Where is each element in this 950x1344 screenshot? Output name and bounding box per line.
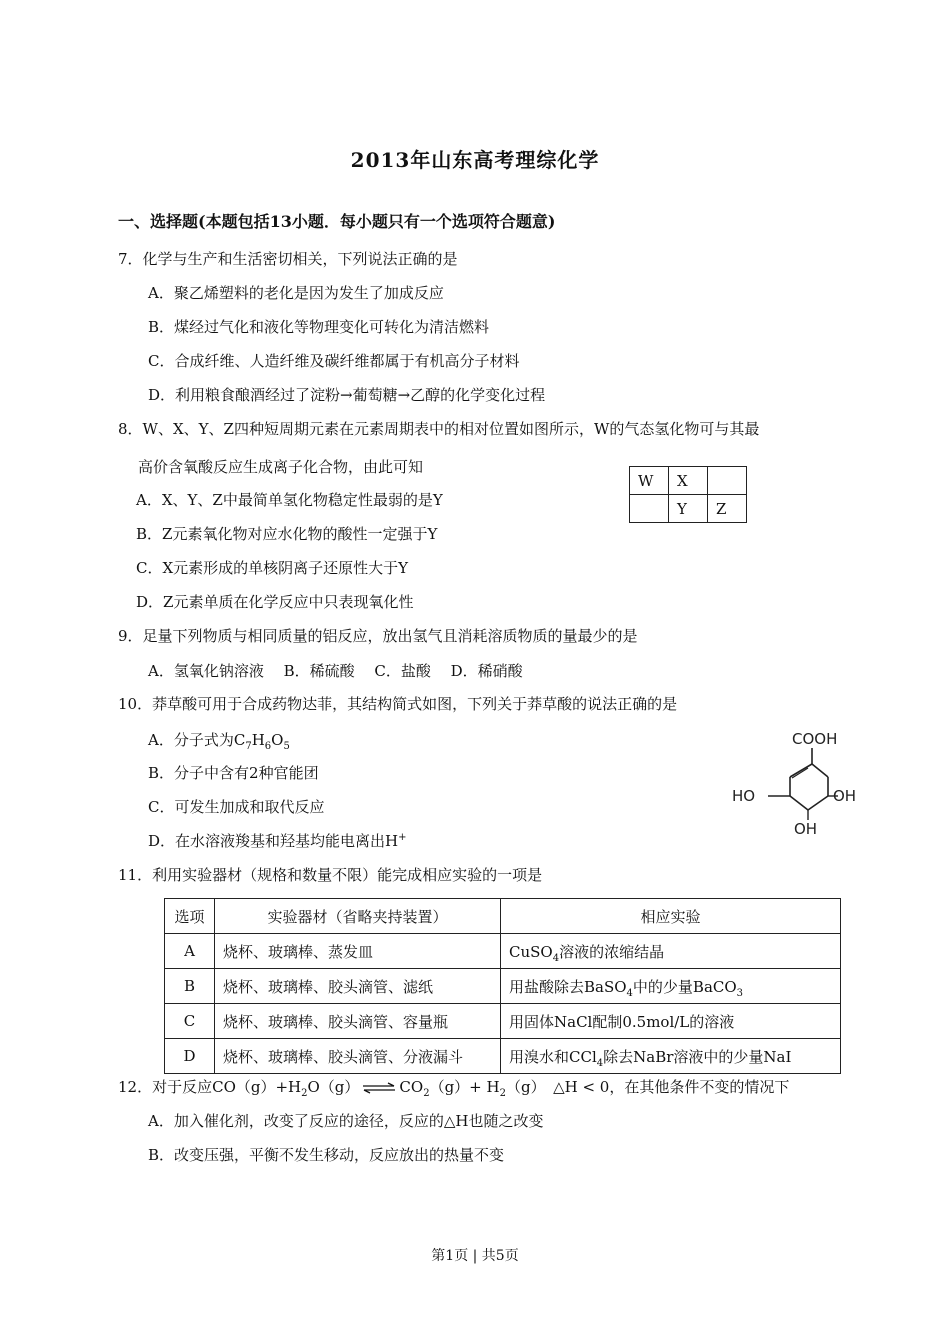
cell-empty (708, 467, 747, 495)
oh-bottom-label: OH (794, 820, 818, 838)
row-option: B (165, 969, 215, 1004)
q10-stem: 10．莽草酸可用于合成药物达菲，其结构简式如图，下列关于莽草酸的说法正确的是 (118, 695, 678, 713)
table-row (165, 1004, 841, 1039)
q8-stem-line2: 高价含氧酸反应生成离子化合物，由此可知 (138, 458, 424, 476)
row-experiment: CuSO$_4$溶液的浓缩结晶 (501, 934, 841, 969)
cell-x: X (669, 467, 708, 495)
page-footer: 第1页 | 共5页 (431, 1248, 519, 1264)
cell-y: Y (669, 495, 708, 523)
row-option: A (165, 934, 215, 969)
table-row (165, 969, 841, 1004)
ho-left-label: HO (732, 787, 756, 805)
oh-right-label: OH (833, 787, 857, 805)
q8-option-a: A．X、Y、Z中最简单氢化物稳定性最弱的是Y (136, 491, 443, 509)
q12-option-b: B．改变压强，平衡不发生移动，反应放出的热量不变 (148, 1146, 505, 1164)
q7-option-d: D．利用粮食酿酒经过了淀粉→葡萄糖→乙醇的化学变化过程 (148, 386, 546, 404)
equipment-table (164, 898, 841, 1074)
q10-option-a: A．分子式为$C_7H_6O_5$ (148, 731, 290, 752)
row-option: D (165, 1039, 215, 1074)
row-experiment: 用固体NaCl配制0.5mol/L的溶液 (501, 1004, 841, 1039)
q7-stem: 7．化学与生产和生活密切相关，下列说法正确的是 (118, 250, 458, 268)
q8-option-b: B．Z元素氧化物对应水化物的酸性一定强于Y (136, 525, 438, 543)
q7-option-a: A．聚乙烯塑料的老化是因为发生了加成反应 (148, 284, 444, 302)
q12-option-a: A．加入催化剂，改变了反应的途径，反应的△H也随之改变 (148, 1112, 544, 1130)
q12-stem: 12．对于反应$CO(g)+H_2O(g)$ $CO_2(g)+ H_2(g)$ △H < 0，在其他条件不变的情况下 (118, 1078, 790, 1099)
q7-option-b: B．煤经过气化和液化等物理变化可转化为清洁燃料 (148, 318, 490, 336)
section-heading: 一、选择题(本题包括13小题．每小题只有一个选项符合题意) (118, 212, 556, 231)
row-tools: 烧杯、玻璃棒、蒸发皿 (215, 934, 501, 969)
q8-option-d: D．Z元素单质在化学反应中只表现氧化性 (136, 593, 414, 611)
row-experiment: 用盐酸除去BaSO$_4$中的少量BaCO$_3$ (501, 969, 841, 1004)
q7-option-c: C．合成纤维、人造纤维及碳纤维都属于有机高分子材料 (148, 352, 520, 370)
table-header-row (165, 899, 841, 934)
q11-stem: 11．利用实验器材（规格和数量不限）能完成相应实验的一项是 (118, 866, 543, 884)
equilibrium-arrow-icon (362, 1082, 396, 1094)
row-experiment: 用溴水和CCl$_4$除去NaBr溶液中的少量NaI (501, 1039, 841, 1074)
shikimic-acid-structure (720, 720, 870, 850)
header-tools: 实验器材（省略夹持装置） (215, 899, 501, 934)
cooh-label: COOH (792, 730, 838, 748)
q10-option-b: B．分子中含有2种官能团 (148, 764, 319, 782)
header-experiment: 相应实验 (501, 899, 841, 934)
header-option: 选项 (165, 899, 215, 934)
page-title: 2013年山东高考理综化学 (350, 148, 600, 172)
cell-w: W (630, 467, 669, 495)
periodic-position-table (629, 466, 747, 523)
q8-stem-line1: 8．W、X、Y、Z四种短周期元素在元素周期表中的相对位置如图所示，W的气态氢化物可与其最 (118, 420, 760, 438)
cell-z: Z (708, 495, 747, 523)
cell-empty (630, 495, 669, 523)
row-tools: 烧杯、玻璃棒、胶头滴管、分液漏斗 (215, 1039, 501, 1074)
q10-option-d: D．在水溶液羧基和羟基均能电离出H+ (148, 832, 407, 850)
q9-stem: 9．足量下列物质与相同质量的铝反应，放出氢气且消耗溶质物质的量最少的是 (118, 627, 638, 645)
table-row (165, 1039, 841, 1074)
q8-option-c: C．X元素形成的单核阴离子还原性大于Y (136, 559, 409, 577)
row-tools: 烧杯、玻璃棒、胶头滴管、滤纸 (215, 969, 501, 1004)
q10-option-c: C．可发生加成和取代反应 (148, 798, 325, 816)
q9-options: A．氢氧化钠溶液 B．稀硫酸 C．盐酸 D．稀硝酸 (148, 662, 523, 680)
table-row (165, 934, 841, 969)
row-tools: 烧杯、玻璃棒、胶头滴管、容量瓶 (215, 1004, 501, 1039)
row-option: C (165, 1004, 215, 1039)
